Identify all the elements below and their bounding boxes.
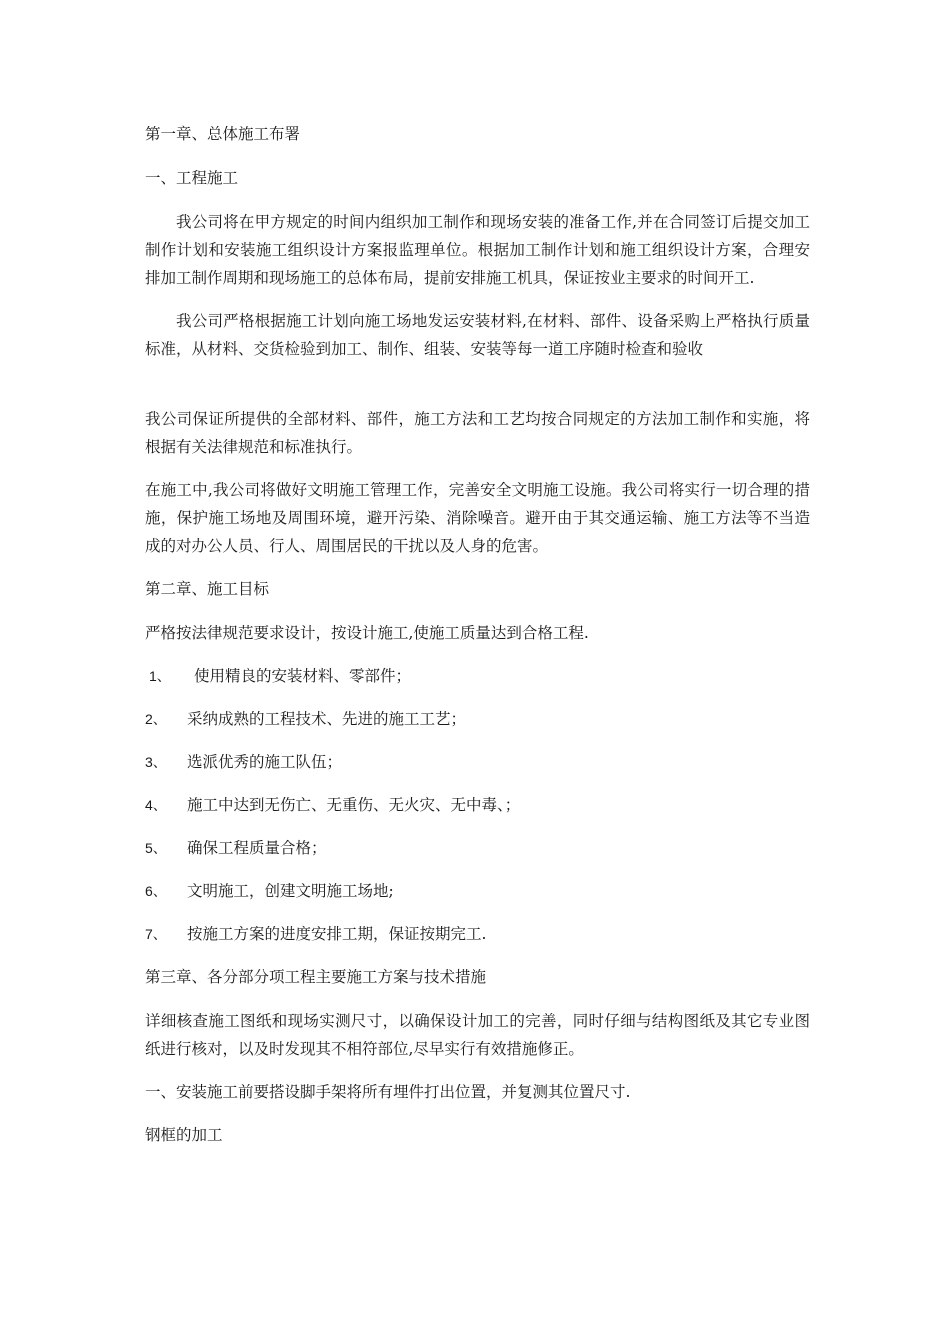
paragraph-material-inspection: 我公司严格根据施工计划向施工场地发运安装材料,在材料、部件、设备采购上严格执行质量标准，从材料、交货检验到加工、制作、组装、安装等每一道工序随时检查和验收 <box>145 312 810 358</box>
list-item-text: 采纳成熟的工程技术、先进的施工工艺； <box>187 710 467 728</box>
chapter-3-title: 第三章、各分部分项工程主要施工方案与技术措施 <box>145 968 487 986</box>
list-item-text: 确保工程质量合格； <box>187 839 327 857</box>
list-item-text: 按施工方案的进度安排工期，保证按期完工. <box>187 925 487 943</box>
paragraph-drawing-check: 详细核查施工图纸和现场实测尺寸，以确保设计加工的完善，同时仔细与结构图纸及其它专业图纸进行核对，以及时发现其不相符部位,尽早实行有效措施修正。 <box>145 1012 810 1058</box>
list-item-number: 1、 <box>149 668 171 684</box>
list-item <box>145 791 810 819</box>
list-item <box>145 877 810 905</box>
paragraph-civilized-construction: 在施工中,我公司将做好文明施工管理工作，完善安全文明施工设施。我公司将实行一切合理的措施，保护施工场地及周围环境，避开污染、消除噪音。避开由于其交通运输、施工方法等不当造成的对办公人员、行人、周围居民的干扰以及人身的危害。 <box>145 481 810 555</box>
list-item-number: 7、 <box>145 926 167 942</box>
list-item-text: 施工中达到无伤亡、无重伤、无火灾、无中毒、； <box>187 796 521 814</box>
list-item <box>145 662 810 690</box>
list-item-number: 2、 <box>145 711 167 727</box>
list-item-number: 3、 <box>145 754 167 770</box>
list-item-text: 文明施工，创建文明施工场地; <box>187 882 394 900</box>
list-item <box>145 920 810 948</box>
list-item-number: 5、 <box>145 840 167 856</box>
paragraph-prep-work: 我公司将在甲方规定的时间内组织加工制作和现场安装的准备工作,并在合同签订后提交加工制作计划和安装施工组织设计方案报监理单位。根据加工制作计划和施工组织设计方案，合理安排加工制作周期和现场施工的总体布局，提前安排施工机具，保证按业主要求的时间开工. <box>145 213 810 287</box>
paragraph-quality-guarantee: 我公司保证所提供的全部材料、部件，施工方法和工艺均按合同规定的方法加工制作和实施，将根据有关法律规范和标准执行。 <box>145 410 810 456</box>
list-item-number: 6、 <box>145 883 167 899</box>
list-item <box>145 705 810 733</box>
list-item-text: 选派优秀的施工队伍； <box>187 753 343 771</box>
list-item-text: 使用精良的安装材料、零部件； <box>194 667 412 685</box>
paragraph-steel-frame: 钢框的加工 <box>145 1126 223 1144</box>
chapter-1-title: 第一章、总体施工布署 <box>145 125 301 143</box>
section-1-title: 一、工程施工 <box>145 169 239 187</box>
paragraph-design-standard: 严格按法律规范要求设计，按设计施工,使施工质量达到合格工程. <box>145 624 589 642</box>
paragraph-scaffold-setup: 一、安装施工前要搭设脚手架将所有埋件打出位置，并复测其位置尺寸. <box>145 1083 631 1101</box>
goals-list <box>145 662 810 948</box>
chapter-2-title: 第二章、施工目标 <box>145 580 270 598</box>
list-item-number: 4、 <box>145 797 167 813</box>
list-item <box>145 834 810 862</box>
list-item <box>145 748 810 776</box>
document-body <box>145 120 810 1164</box>
